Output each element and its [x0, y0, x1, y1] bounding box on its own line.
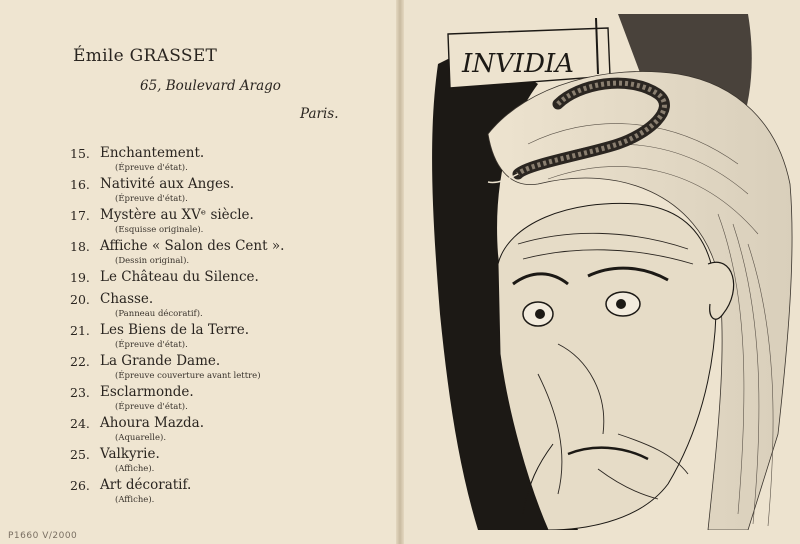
- face: [498, 203, 716, 530]
- entry-title: Enchantement.: [100, 145, 205, 161]
- entry-number: 18.: [70, 239, 90, 254]
- artist-address: 65, Boulevard Arago: [140, 78, 281, 94]
- entry-number: 15.: [70, 146, 90, 161]
- entry-note: (Épreuve d'état).: [115, 163, 188, 173]
- list-item: [70, 239, 390, 270]
- artist-city: Paris.: [300, 106, 339, 122]
- list-item: [70, 292, 390, 323]
- catalogue-list: [70, 146, 390, 509]
- entry-title: Art décoratif.: [100, 477, 192, 493]
- list-item: [70, 270, 390, 292]
- entry-note: (Aquarelle).: [115, 433, 167, 443]
- book-gutter: [396, 0, 404, 544]
- entry-title: Affiche « Salon des Cent ».: [100, 238, 285, 254]
- list-item: [70, 416, 390, 447]
- artist-name: Émile GRASSET: [73, 46, 218, 66]
- entry-number: 21.: [70, 323, 90, 338]
- list-item: [70, 208, 390, 239]
- entry-note: (Épreuve d'état).: [115, 340, 188, 350]
- list-item: [70, 385, 390, 416]
- entry-note: (Affiche).: [115, 464, 155, 474]
- invidia-lithograph: [418, 14, 798, 530]
- entry-number: 17.: [70, 208, 90, 223]
- entry-note: (Panneau décoratif).: [115, 309, 203, 319]
- entry-number: 19.: [70, 270, 90, 285]
- entry-note: (Épreuve d'état).: [115, 402, 188, 412]
- right-pupil: [616, 299, 626, 309]
- entry-number: 16.: [70, 177, 90, 192]
- list-item: [70, 478, 390, 509]
- entry-number: 23.: [70, 385, 90, 400]
- list-item: [70, 323, 390, 354]
- list-item: [70, 447, 390, 478]
- entry-title: Ahoura Mazda.: [100, 415, 205, 431]
- entry-title: Mystère au XVᵉ siècle.: [100, 207, 254, 223]
- entry-title: La Grande Dame.: [100, 353, 221, 369]
- entry-number: 20.: [70, 292, 90, 307]
- list-item: [70, 146, 390, 177]
- left-page: [0, 0, 398, 544]
- entry-number: 22.: [70, 354, 90, 369]
- entry-note: (Épreuve d'état).: [115, 194, 188, 204]
- entry-title: Esclarmonde.: [100, 384, 194, 400]
- entry-number: 26.: [70, 478, 90, 493]
- list-item: [70, 177, 390, 208]
- entry-title: Valkyrie.: [100, 446, 160, 462]
- entry-note: (Affiche).: [115, 495, 155, 505]
- entry-number: 25.: [70, 447, 90, 462]
- library-call-number: P1660 V/2000: [8, 531, 78, 541]
- banner-lettering: INVIDIA: [462, 49, 574, 79]
- entry-title: Chasse.: [100, 291, 154, 307]
- entry-title: Le Château du Silence.: [100, 269, 259, 285]
- entry-title: Les Biens de la Terre.: [100, 322, 250, 338]
- entry-note: (Épreuve couverture avant lettre): [115, 371, 261, 381]
- entry-note: (Esquisse originale).: [115, 225, 204, 235]
- entry-number: 24.: [70, 416, 90, 431]
- left-pupil: [535, 309, 545, 319]
- entry-note: (Dessin original).: [115, 256, 190, 266]
- list-item: [70, 354, 390, 385]
- entry-title: Nativité aux Anges.: [100, 176, 235, 192]
